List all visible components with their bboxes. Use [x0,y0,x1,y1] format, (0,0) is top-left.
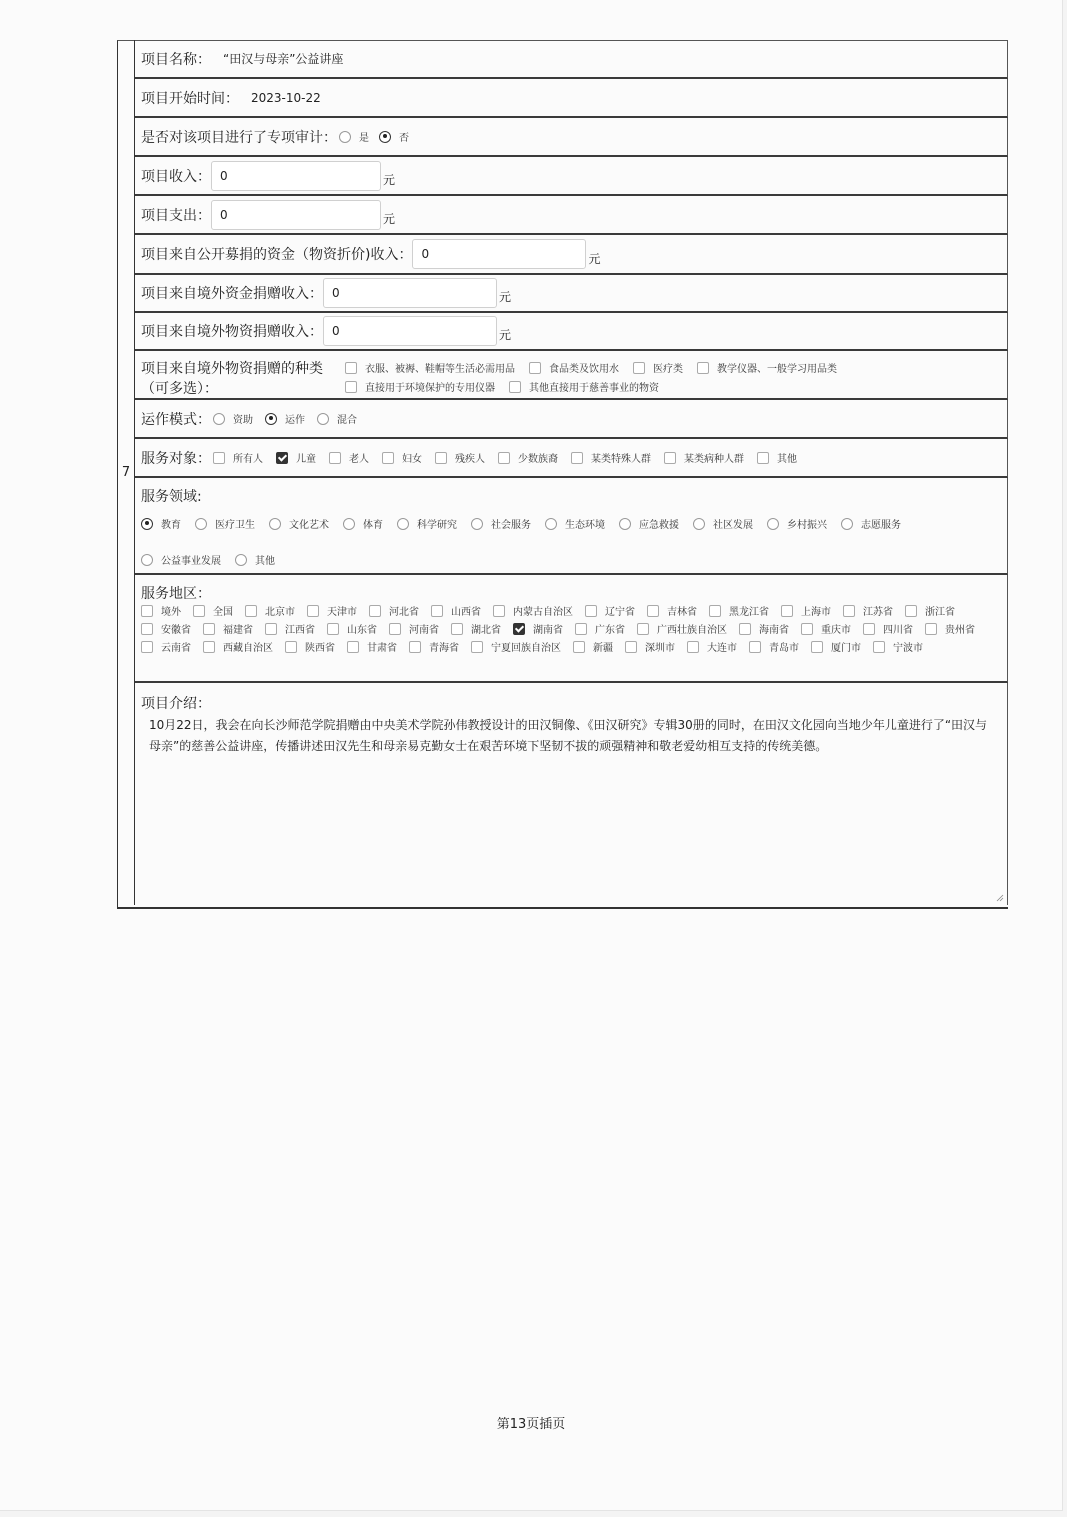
option-label: 重庆市 [821,625,851,636]
option-label: 境外 [161,607,181,618]
service-regions-options [141,603,991,654]
service-region-option[interactable] [739,621,789,636]
checkbox-unchecked-icon[interactable] [781,605,793,617]
option-label: 新疆 [593,643,613,654]
checkbox-unchecked-icon[interactable] [529,362,541,374]
checkbox-unchecked-icon[interactable] [749,641,761,653]
radio-unselected-icon[interactable] [767,518,779,530]
checkbox-unchecked-icon[interactable] [843,605,855,617]
service-region-option[interactable] [347,639,397,654]
option-label: 文化艺术 [289,520,329,531]
checkbox-unchecked-icon[interactable] [863,623,875,635]
goods-type-option[interactable] [697,360,837,375]
service-region-option[interactable] [203,621,253,636]
service-region-option[interactable] [801,621,851,636]
service-field-option[interactable] [471,516,531,531]
service-region-option[interactable] [431,603,481,618]
option-label: 辽宁省 [605,607,635,618]
service-region-option[interactable] [265,621,315,636]
option-label: 浙江省 [925,607,955,618]
overseas-funds-unit: 元 [499,290,512,304]
overseas-goods-input[interactable]: 0 [323,316,497,346]
service-region-option[interactable] [647,603,697,618]
checkbox-unchecked-icon[interactable] [471,641,483,653]
option-label: 山东省 [347,625,377,636]
service-target-option[interactable] [382,450,422,465]
checkbox-unchecked-icon[interactable] [285,641,297,653]
income-input[interactable]: 0 [211,161,381,191]
service-region-option[interactable] [811,639,861,654]
option-label: 社会服务 [491,520,531,531]
option-label: 志愿服务 [861,520,901,531]
resize-handle-icon[interactable] [996,894,1004,902]
checkbox-unchecked-icon[interactable] [213,452,225,464]
option-label: 运作 [285,415,305,426]
option-label: 教学仪器、一般学习用品类 [717,364,837,375]
checkbox-unchecked-icon[interactable] [625,641,637,653]
option-label: 深圳市 [645,643,675,654]
option-label: 其他 [255,556,275,567]
checkbox-unchecked-icon[interactable] [345,381,357,393]
service-targets-options [213,450,797,465]
option-label: 其他 [777,454,797,465]
overseas-funds-row [135,275,1008,313]
checkbox-unchecked-icon[interactable] [709,605,721,617]
checkbox-unchecked-icon[interactable] [345,362,357,374]
goods-types-label-line1: 项目来自境外物资捐赠的种类 [141,361,323,377]
goods-type-option[interactable] [345,360,515,375]
radio-unselected-icon[interactable] [545,518,557,530]
audit-row [135,118,1008,157]
option-label: 全国 [213,607,233,618]
project-name-value: “田汉与母亲”公益讲座 [223,52,344,66]
service-region-option[interactable] [193,603,233,618]
option-label: 老人 [349,454,369,465]
service-region-option[interactable] [141,621,191,636]
service-field-option[interactable] [545,516,605,531]
checkbox-unchecked-icon[interactable] [193,605,205,617]
option-label: 海南省 [759,625,789,636]
radio-unselected-icon[interactable] [269,518,281,530]
service-region-option[interactable] [873,639,923,654]
service-region-option[interactable] [141,639,191,654]
option-label: 生态环境 [565,520,605,531]
option-label: 是 [359,133,369,144]
option-label: 吉林省 [667,607,697,618]
option-label: 应急救援 [639,520,679,531]
operation-mode-label: 运作模式： [141,411,211,428]
expense-input[interactable]: 0 [211,200,381,230]
option-label: 山西省 [451,607,481,618]
operation-mode-option[interactable] [213,411,253,426]
option-label: 否 [399,133,409,144]
service-target-option[interactable] [435,450,485,465]
row-number: 7 [121,465,131,480]
radio-unselected-icon[interactable] [619,518,631,530]
audit-option[interactable] [339,129,369,144]
option-label: 宁夏回族自治区 [491,643,561,654]
radio-unselected-icon[interactable] [317,413,329,425]
service-region-option[interactable] [573,639,613,654]
start-date-label: 项目开始时间： [141,90,239,107]
service-region-option[interactable] [585,603,635,618]
service-fields-options-line2 [141,552,275,567]
income-label: 项目收入： [141,168,211,185]
service-field-option[interactable] [269,516,329,531]
option-label: 安徽省 [161,625,191,636]
option-label: 资助 [233,415,253,426]
option-label: 混合 [337,415,357,426]
service-region-option[interactable] [905,603,955,618]
checkbox-unchecked-icon[interactable] [141,623,153,635]
goods-types-label-line2: （可多选）： [141,381,218,397]
checkbox-unchecked-icon[interactable] [873,641,885,653]
service-regions-row [135,575,1008,683]
service-region-option[interactable] [637,621,727,636]
service-region-option[interactable] [245,603,295,618]
service-region-option[interactable] [687,639,737,654]
service-field-option[interactable] [841,516,901,531]
option-label: 广西壮族自治区 [657,625,727,636]
radio-selected-icon[interactable] [265,413,277,425]
start-date-value: 2023-10-22 [251,90,321,105]
option-label: 湖北省 [471,625,501,636]
checkbox-unchecked-icon[interactable] [435,452,447,464]
option-label: 大连市 [707,643,737,654]
option-label: 江西省 [285,625,315,636]
overseas-goods-unit: 元 [499,328,512,342]
service-field-option[interactable] [141,516,181,531]
checkbox-unchecked-icon[interactable] [925,623,937,635]
audit-option[interactable] [379,129,409,144]
audit-label: 是否对该项目进行了专项审计： [141,129,337,146]
service-region-option[interactable] [307,603,357,618]
option-label: 社区发展 [713,520,753,531]
option-label: 青岛市 [769,643,799,654]
checkbox-unchecked-icon[interactable] [585,605,597,617]
overseas-funds-label: 项目来自境外资金捐赠收入： [141,286,323,302]
checkbox-unchecked-icon[interactable] [633,362,645,374]
checkbox-unchecked-icon[interactable] [647,605,659,617]
goods-types-options-line2 [345,379,659,394]
checkbox-unchecked-icon[interactable] [141,605,153,617]
checkbox-unchecked-icon[interactable] [382,452,394,464]
option-label: 体育 [363,520,383,531]
public-fundraising-row [135,235,1008,275]
option-label: 乡村振兴 [787,520,827,531]
checkbox-unchecked-icon[interactable] [203,641,215,653]
service-region-option[interactable] [369,603,419,618]
checkbox-unchecked-icon[interactable] [905,605,917,617]
radio-unselected-icon[interactable] [195,518,207,530]
option-label: 广东省 [595,625,625,636]
option-label: 内蒙古自治区 [513,607,573,618]
service-region-option[interactable] [575,621,625,636]
checkbox-unchecked-icon[interactable] [389,623,401,635]
option-label: 医疗卫生 [215,520,255,531]
public-fundraising-input[interactable]: 0 [412,239,586,269]
option-label: 陕西省 [305,643,335,654]
checkbox-unchecked-icon[interactable] [739,623,751,635]
option-label: 天津市 [327,607,357,618]
service-region-option[interactable] [493,603,573,618]
checkbox-checked-icon[interactable] [276,452,288,464]
checkbox-unchecked-icon[interactable] [498,452,510,464]
goods-types-row [135,351,1008,400]
service-region-option[interactable] [781,603,831,618]
income-unit: 元 [383,173,396,187]
option-label: 医疗类 [653,364,683,375]
introduction-text[interactable]: 10月22日，我会在向长沙师范学院捐赠由中央美术学院孙伟教授设计的田汉铜像、《田汉研究》专辑30册的同时，在田汉文化园向当地少年儿童进行了“田汉与母亲”的慈善公益讲座，传播讲述田汉先生和母亲易克勤女士在艰苦环境下坚韧不拔的顽强精神和敬老爱幼相互支持的传统美德。 [149,718,988,753]
service-field-option[interactable] [195,516,255,531]
checkbox-unchecked-icon[interactable] [509,381,521,393]
radio-unselected-icon[interactable] [141,554,153,566]
project-form [134,40,1008,905]
radio-unselected-icon[interactable] [397,518,409,530]
service-field-option[interactable] [141,552,221,567]
checkbox-unchecked-icon[interactable] [431,605,443,617]
goods-types-label [141,359,323,399]
public-fundraising-label: 项目来自公开募捐的资金（物资折价)收入： [141,247,413,263]
start-date-row [135,79,1008,118]
project-name-label: 项目名称： [141,51,211,68]
radio-unselected-icon[interactable] [693,518,705,530]
option-label: 西藏自治区 [223,643,273,654]
checkbox-unchecked-icon[interactable] [801,623,813,635]
option-label: 江苏省 [863,607,893,618]
option-label: 黑龙江省 [729,607,769,618]
option-label: 其他直接用于慈善事业的物资 [529,383,659,394]
option-label: 云南省 [161,643,191,654]
checkbox-unchecked-icon[interactable] [687,641,699,653]
introduction-label: 项目介绍： [141,696,211,712]
checkbox-unchecked-icon[interactable] [409,641,421,653]
overseas-goods-row [135,313,1008,351]
service-region-option[interactable] [203,639,273,654]
option-label: 湖南省 [533,625,563,636]
option-label: 公益事业发展 [161,556,221,567]
goods-type-option[interactable] [509,379,659,394]
option-label: 儿童 [296,454,316,465]
service-region-option[interactable] [925,621,975,636]
project-name-row [135,40,1008,79]
checkbox-unchecked-icon[interactable] [697,362,709,374]
option-label: 北京市 [265,607,295,618]
option-label: 上海市 [801,607,831,618]
service-field-option[interactable] [767,516,827,531]
option-label: 厦门市 [831,643,861,654]
checkbox-unchecked-icon[interactable] [141,641,153,653]
service-region-option[interactable] [409,639,459,654]
overseas-goods-label: 项目来自境外物资捐赠收入： [141,324,323,340]
goods-type-option[interactable] [529,360,619,375]
service-field-option[interactable] [619,516,679,531]
operation-mode-option[interactable] [317,411,357,426]
checkbox-unchecked-icon[interactable] [329,452,341,464]
option-label: 妇女 [402,454,422,465]
service-region-option[interactable] [513,621,563,636]
checkbox-unchecked-icon[interactable] [637,623,649,635]
service-regions-label: 服务地区： [141,586,211,602]
option-label: 河北省 [389,607,419,618]
option-label: 甘肃省 [367,643,397,654]
service-region-option[interactable] [749,639,799,654]
option-label: 衣服、被褥、鞋帽等生活必需用品 [365,364,515,375]
expense-row [135,196,1008,235]
option-label: 宁波市 [893,643,923,654]
option-label: 某类特殊人群 [591,454,651,465]
option-label: 青海省 [429,643,459,654]
service-field-option[interactable] [235,552,275,567]
audit-options [339,129,409,144]
checkbox-unchecked-icon[interactable] [347,641,359,653]
service-target-option[interactable] [213,450,263,465]
service-fields-row [135,478,1008,575]
income-row [135,157,1008,196]
option-label: 所有人 [233,454,263,465]
service-region-option[interactable] [843,603,893,618]
option-label: 教育 [161,520,181,531]
service-target-option[interactable] [664,450,744,465]
service-field-option[interactable] [343,516,383,531]
service-targets-label: 服务对象： [141,450,211,467]
option-label: 福建省 [223,625,253,636]
service-target-option[interactable] [757,450,797,465]
checkbox-unchecked-icon[interactable] [327,623,339,635]
overseas-funds-input[interactable]: 0 [323,278,497,308]
option-label: 某类病种人群 [684,454,744,465]
service-region-option[interactable] [863,621,913,636]
option-label: 残疾人 [455,454,485,465]
checkbox-unchecked-icon[interactable] [245,605,257,617]
checkbox-unchecked-icon[interactable] [811,641,823,653]
option-label: 少数族裔 [518,454,558,465]
radio-unselected-icon[interactable] [343,518,355,530]
service-target-option[interactable] [329,450,369,465]
checkbox-unchecked-icon[interactable] [664,452,676,464]
radio-unselected-icon[interactable] [339,131,351,143]
service-region-option[interactable] [285,639,335,654]
service-targets-row [135,439,1008,478]
radio-unselected-icon[interactable] [471,518,483,530]
service-field-option[interactable] [693,516,753,531]
service-region-option[interactable] [141,603,181,618]
checkbox-unchecked-icon[interactable] [575,623,587,635]
radio-unselected-icon[interactable] [213,413,225,425]
service-region-option[interactable] [471,639,561,654]
checkbox-unchecked-icon[interactable] [571,452,583,464]
checkbox-checked-icon[interactable] [513,623,525,635]
service-target-option[interactable] [571,450,651,465]
expense-label: 项目支出： [141,207,211,224]
checkbox-unchecked-icon[interactable] [757,452,769,464]
radio-unselected-icon[interactable] [235,554,247,566]
operation-mode-option[interactable] [265,411,305,426]
page-footer: 第13页插页 [496,1417,566,1432]
option-label: 河南省 [409,625,439,636]
service-fields-options-line1 [141,516,901,531]
radio-unselected-icon[interactable] [841,518,853,530]
service-target-option[interactable] [498,450,558,465]
introduction-row [135,683,1008,905]
service-region-option[interactable] [709,603,769,618]
goods-types-options-line1 [345,360,837,375]
checkbox-unchecked-icon[interactable] [493,605,505,617]
option-label: 食品类及饮用水 [549,364,619,375]
checkbox-unchecked-icon[interactable] [265,623,277,635]
goods-type-option[interactable] [345,379,495,394]
checkbox-unchecked-icon[interactable] [203,623,215,635]
public-fundraising-unit: 元 [588,252,601,266]
service-region-option[interactable] [389,621,439,636]
checkbox-unchecked-icon[interactable] [369,605,381,617]
operation-mode-row [135,400,1008,439]
option-label: 科学研究 [417,520,457,531]
radio-selected-icon[interactable] [141,518,153,530]
option-label: 贵州省 [945,625,975,636]
expense-unit: 元 [383,212,396,226]
service-target-option[interactable] [276,450,316,465]
service-field-option[interactable] [397,516,457,531]
operation-mode-options [213,411,357,426]
checkbox-unchecked-icon[interactable] [307,605,319,617]
checkbox-unchecked-icon[interactable] [573,641,585,653]
option-label: 直接用于环境保护的专用仪器 [365,383,495,394]
checkbox-unchecked-icon[interactable] [451,623,463,635]
service-region-option[interactable] [625,639,675,654]
service-region-option[interactable] [327,621,377,636]
radio-selected-icon[interactable] [379,131,391,143]
option-label: 四川省 [883,625,913,636]
service-region-option[interactable] [451,621,501,636]
goods-type-option[interactable] [633,360,683,375]
service-fields-label: 服务领域: [141,489,202,505]
